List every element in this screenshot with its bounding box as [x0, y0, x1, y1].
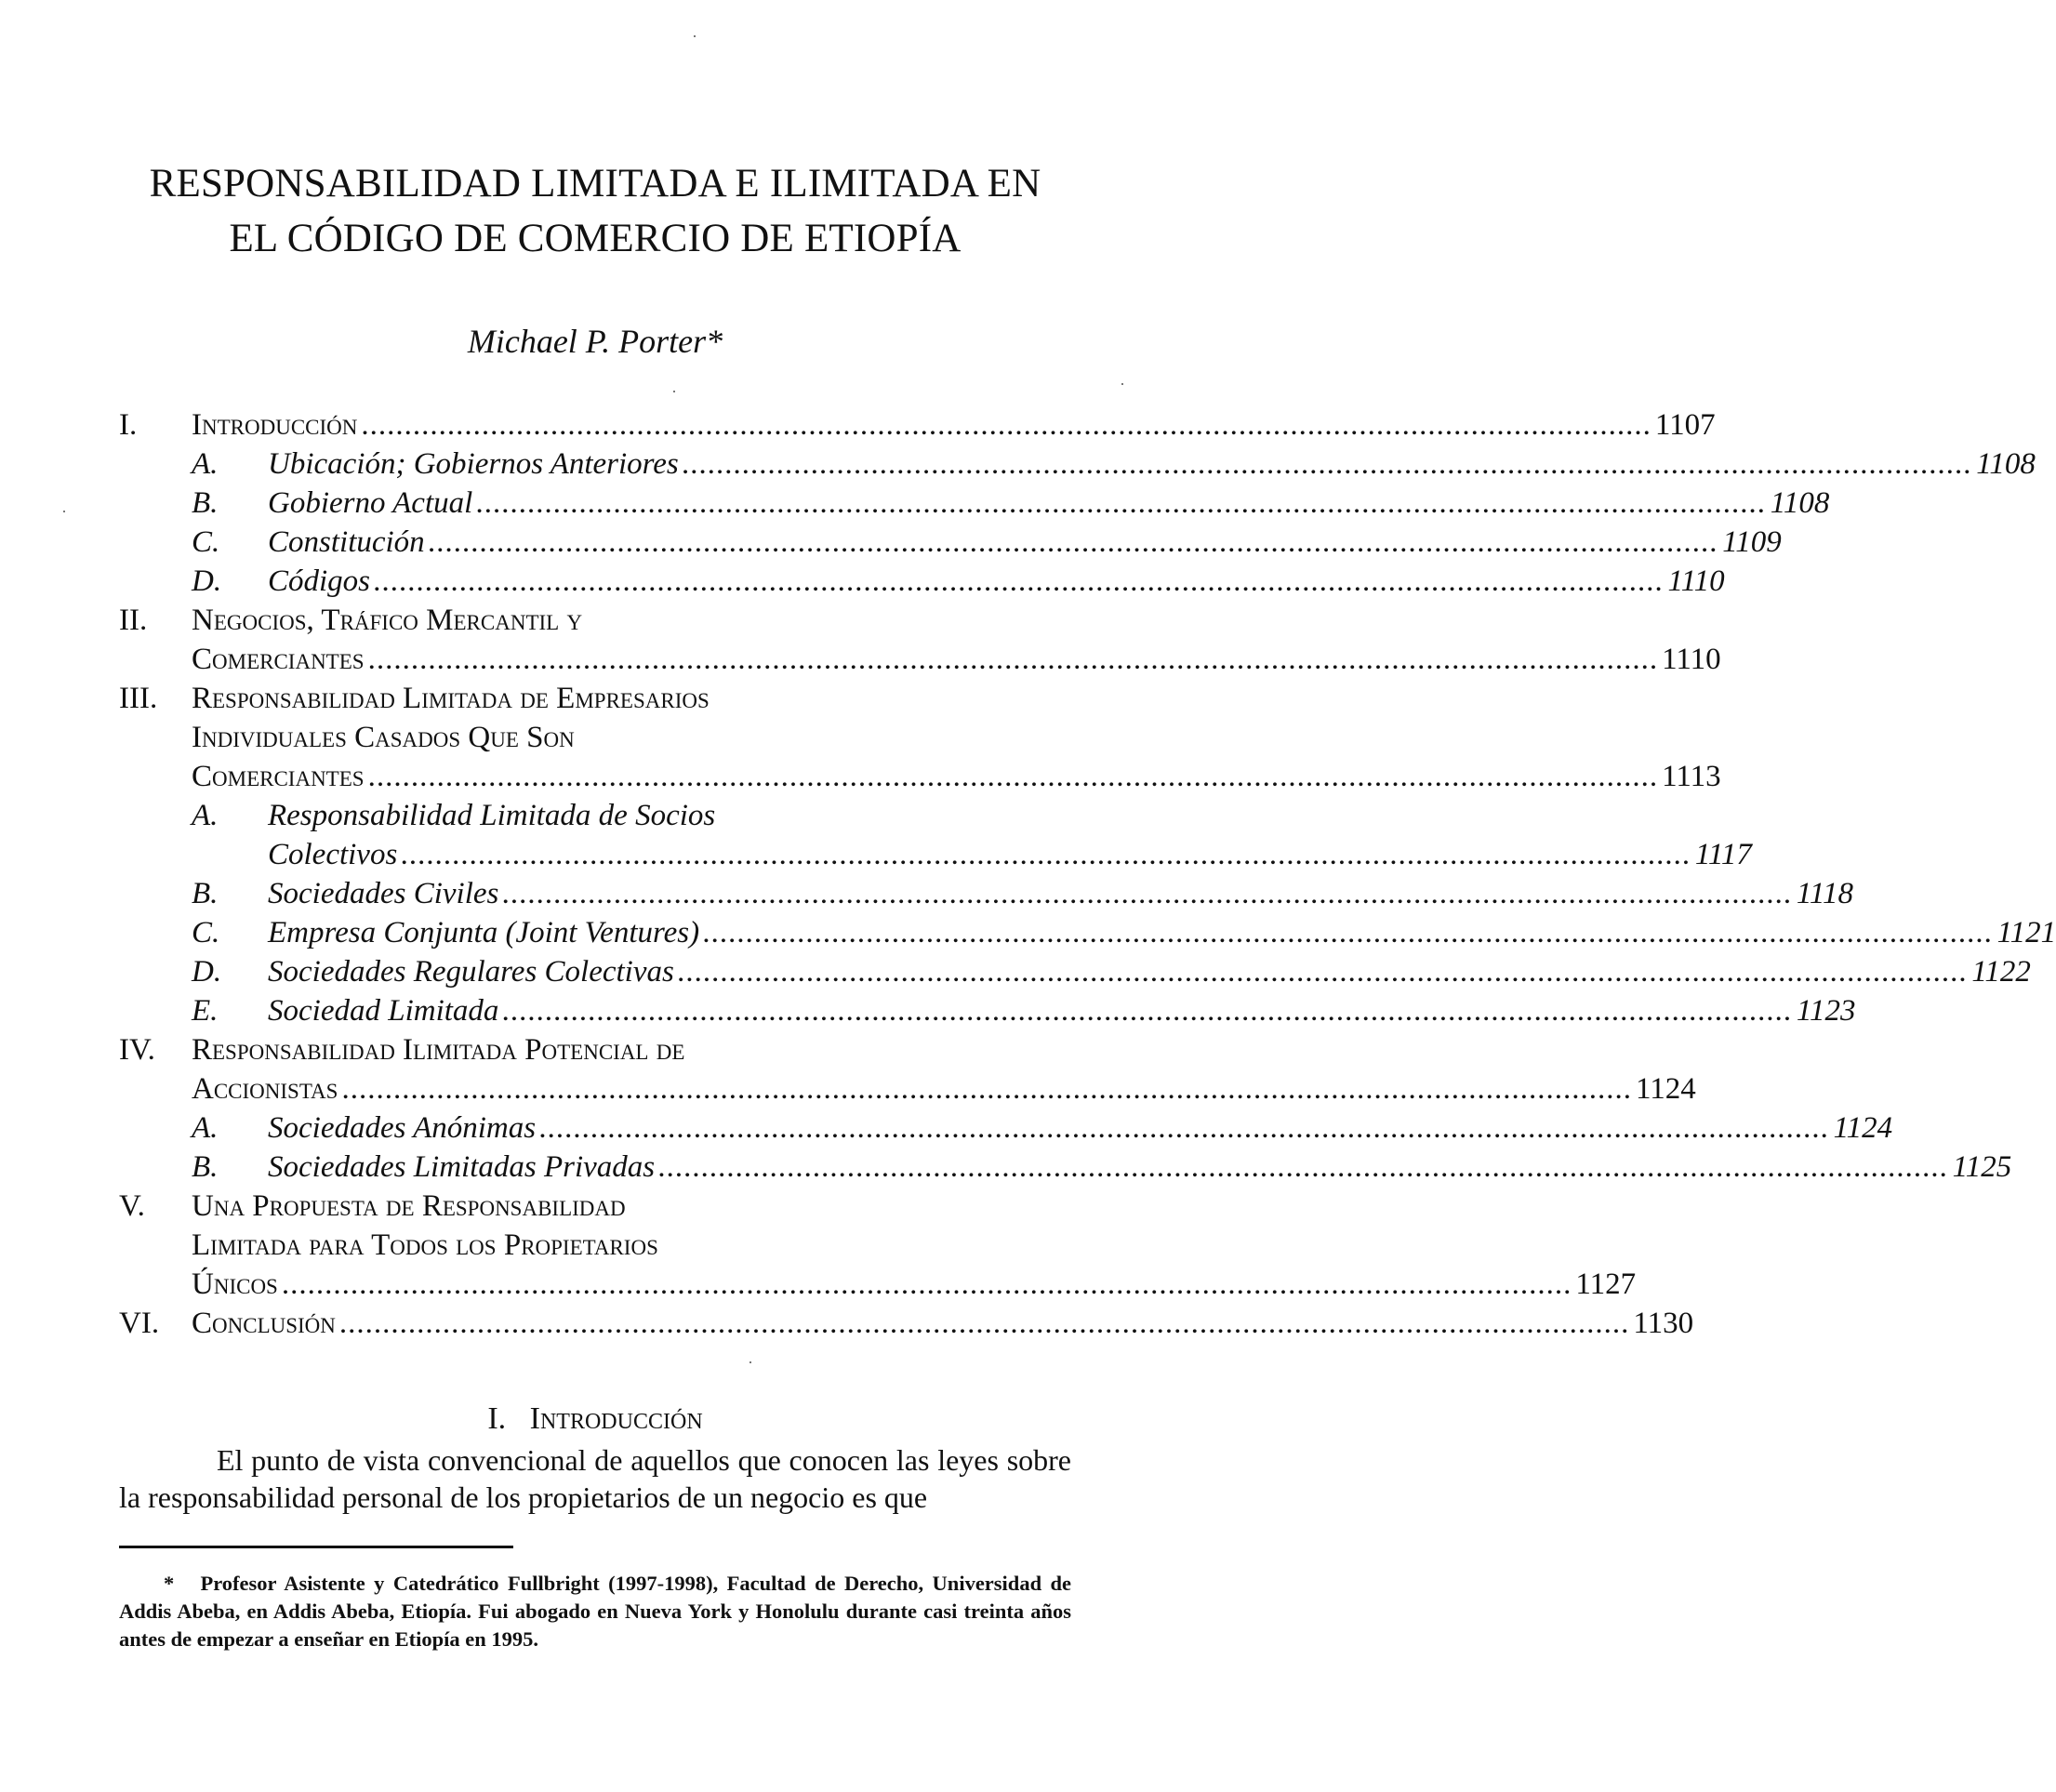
toc-label: Sociedad Limitada — [268, 994, 499, 1028]
toc-entry — [0, 445, 2036, 484]
toc-entry — [0, 913, 2056, 952]
section-title: Introducción — [529, 1401, 703, 1436]
leader-dots: ...................................................................................................................................................... — [658, 1150, 1949, 1184]
leader-dots: ...................................................................................................................................................... — [341, 1072, 1632, 1106]
toc-label: Accionistas — [192, 1072, 338, 1106]
toc-label: Sociedades Regulares Colectivas — [268, 955, 674, 989]
article-title — [0, 156, 1190, 266]
toc-entry — [0, 562, 1725, 601]
toc-label: Ubicación; Gobiernos Anteriores — [268, 447, 679, 481]
toc-page: 1123 — [1796, 994, 1856, 1028]
toc-entry — [0, 405, 1716, 445]
scan-speck — [694, 35, 696, 37]
leader-dots: ...................................................................................................................................................... — [476, 486, 1767, 520]
toc-page: 1113 — [1662, 760, 1721, 793]
toc-entry-continued — [0, 835, 1752, 874]
toc-label: Colectivos — [268, 838, 398, 871]
toc-page: 1122 — [1971, 955, 2031, 989]
scan-speck — [673, 391, 675, 392]
toc-label: Constitución — [268, 525, 425, 559]
leader-dots: ...................................................................................................................................................... — [367, 643, 1659, 676]
toc-letter: D. — [192, 955, 222, 989]
toc-letter: D. — [192, 564, 222, 598]
toc-label: Introducción — [192, 408, 358, 442]
toc-entry — [0, 679, 1190, 718]
toc-label-line: Una Propuesta de Responsabilidad — [192, 1189, 626, 1223]
leader-dots: ...................................................................................................................................................... — [428, 525, 1719, 559]
toc-letter: C. — [192, 525, 220, 559]
toc-entry — [0, 991, 1856, 1030]
toc-letter: A. — [192, 447, 219, 481]
toc-label: Conclusión — [192, 1307, 336, 1340]
toc-entry — [0, 1030, 1190, 1069]
toc-entry — [0, 484, 1830, 523]
toc-number: III. — [119, 682, 158, 715]
toc-page: 1108 — [1770, 486, 1830, 520]
toc-entry-continued — [0, 640, 1721, 679]
toc-label-line: Negocios, Tráfico Mercantil y — [192, 604, 583, 637]
scan-speck — [1121, 383, 1123, 385]
toc-entry — [0, 601, 1190, 640]
toc-label: Únicos — [192, 1268, 278, 1301]
title-line-2: EL CÓDIGO DE COMERCIO DE ETIOPÍA — [229, 217, 962, 260]
toc-letter: B. — [192, 1150, 219, 1184]
toc-page: 1117 — [1694, 838, 1752, 871]
toc-label: Códigos — [268, 564, 371, 598]
toc-page: 1107 — [1654, 408, 1716, 442]
toc-label: Comerciantes — [192, 760, 365, 793]
toc-entry-continued — [0, 1069, 1696, 1108]
toc-entry-continued — [0, 718, 1190, 757]
toc-page: 1130 — [1633, 1307, 1694, 1340]
body-paragraph: El punto de vista convencional de aquellos que conocen las leyes sobre la responsabilidad personal de los propietarios de un negocio es que — [119, 1443, 1071, 1514]
toc-label: Sociedades Civiles — [268, 877, 499, 910]
author-name: Michael P. Porter* — [467, 323, 723, 360]
footnote-text: Profesor Asistente y Catedrático Fullbright (1997-1998), Facultad de Derecho, Universidad de Addis Abeba, en Addis Abeba, Etiopía. Fui abogado en Nueva York y Honolulu durante casi treinta años antes de empezar a enseñar en Etiopía en 1995. — [119, 1572, 1071, 1651]
toc-label: Gobierno Actual — [268, 486, 473, 520]
title-line-1: RESPONSABILIDAD LIMITADA E ILIMITADA EN — [149, 162, 1041, 206]
toc-page: 1125 — [1952, 1150, 2012, 1184]
toc-label: Comerciantes — [192, 643, 365, 676]
toc-label-line: Responsabilidad Limitada de Socios — [268, 799, 716, 832]
toc-letter: B. — [192, 877, 219, 910]
toc-number: IV. — [119, 1033, 155, 1067]
toc-entry-continued — [0, 1265, 1637, 1304]
scan-speck — [749, 1361, 751, 1363]
toc-page: 1110 — [1667, 564, 1725, 598]
toc-page: 1124 — [1833, 1111, 1893, 1145]
toc-entry — [0, 874, 1853, 913]
toc-number: V. — [119, 1189, 145, 1223]
toc-letter: A. — [192, 799, 219, 832]
toc-entry — [0, 796, 1190, 835]
leader-dots: ...................................................................................................................................................... — [502, 877, 1793, 910]
toc-page: 1121 — [1996, 916, 2056, 949]
toc-entry — [0, 952, 2031, 991]
toc-label: Empresa Conjunta (Joint Ventures) — [268, 916, 700, 949]
leader-dots: ...................................................................................................................................................... — [703, 916, 1994, 949]
leader-dots: ...................................................................................................................................................... — [502, 994, 1793, 1028]
toc-number: II. — [119, 604, 148, 637]
toc-label-line: Limitada para Todos los Propietarios — [192, 1228, 658, 1262]
leader-dots: ...................................................................................................................................................... — [367, 760, 1659, 793]
scan-speck — [63, 511, 65, 512]
toc-entry-continued — [0, 757, 1721, 796]
toc-entry — [0, 523, 1782, 562]
toc-entry — [0, 1304, 1694, 1343]
toc-page: 1124 — [1635, 1072, 1696, 1106]
footnote-rule — [119, 1546, 513, 1548]
leader-dots: ...................................................................................................................................................... — [338, 1307, 1630, 1340]
toc-label: Sociedades Limitadas Privadas — [268, 1150, 656, 1184]
toc-page: 1110 — [1662, 643, 1721, 676]
toc-number: I. — [119, 408, 138, 442]
toc-entry — [0, 1148, 2012, 1187]
toc-entry — [0, 1187, 1190, 1226]
toc-letter: C. — [192, 916, 220, 949]
leader-dots: ...................................................................................................................................................... — [401, 838, 1691, 871]
toc-label-line: Responsabilidad Ilimitada Potencial de — [192, 1033, 685, 1067]
leader-dots: ...................................................................................................................................................... — [281, 1268, 1572, 1301]
toc-entry-continued — [0, 1226, 1190, 1265]
footnote-mark: * — [164, 1572, 175, 1595]
toc-label: Sociedades Anónimas — [268, 1111, 537, 1145]
leader-dots: ...................................................................................................................................................... — [374, 564, 1665, 598]
toc-label-line: Responsabilidad Limitada de Empresarios — [192, 682, 710, 715]
toc-entry — [0, 1108, 1893, 1148]
toc-page: 1109 — [1722, 525, 1782, 559]
toc-label-line: Individuales Casados Que Son — [192, 721, 575, 754]
leader-dots: ...................................................................................................................................................... — [677, 955, 1969, 989]
section-number: I. — [487, 1401, 507, 1436]
toc-letter: B. — [192, 486, 219, 520]
toc-letter: A. — [192, 1111, 219, 1145]
section-heading — [0, 1400, 1190, 1439]
leader-dots: ...................................................................................................................................................... — [682, 447, 1973, 481]
footnote — [119, 1570, 1071, 1653]
leader-dots: ...................................................................................................................................................... — [539, 1111, 1830, 1145]
toc-page: 1118 — [1796, 877, 1853, 910]
toc-number: VI. — [119, 1307, 160, 1340]
leader-dots: ...................................................................................................................................................... — [361, 408, 1651, 442]
toc-page: 1108 — [1976, 447, 2036, 481]
toc-page: 1127 — [1575, 1268, 1637, 1301]
toc-letter: E. — [192, 994, 219, 1028]
